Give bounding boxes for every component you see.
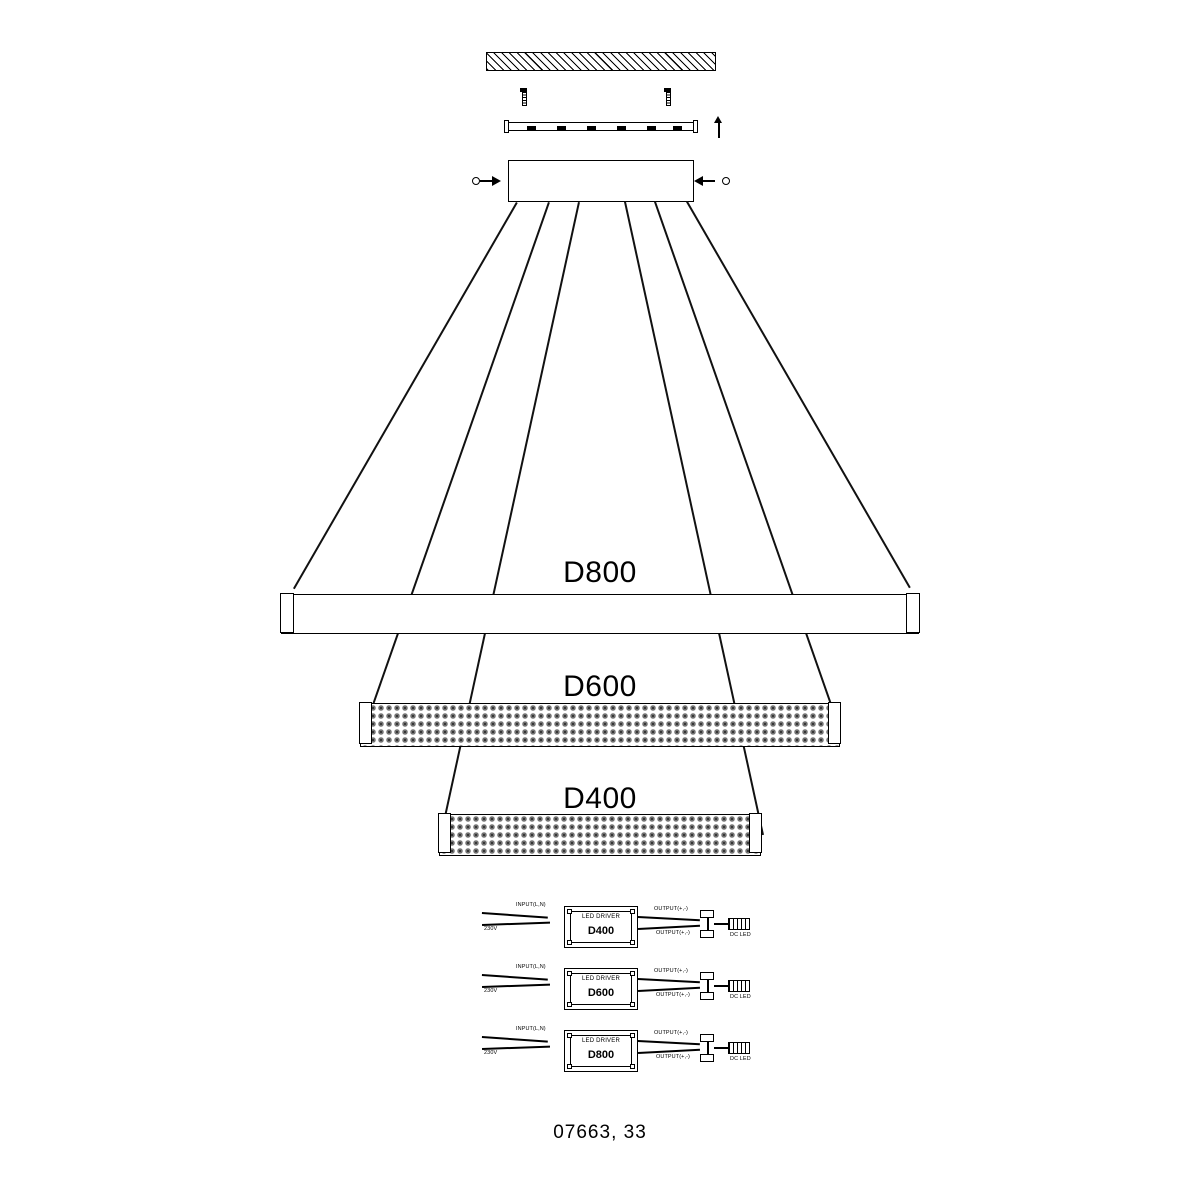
driver-d800-input-wire-label: INPUT(L,N) [516, 1026, 546, 1032]
suspension-wire-d800-left [293, 202, 518, 589]
mounting-screw-right-icon [664, 88, 671, 106]
driver-d600-output-wire-label: OUTPUT(+,-) [654, 968, 688, 974]
driver-d400-connector-lower [700, 930, 714, 938]
driver-d800-model: D800 [587, 1049, 615, 1061]
ring-label-d600: D600 [563, 670, 637, 703]
driver-d600-title: LED DRIVER [581, 976, 620, 982]
ring-d600 [360, 703, 840, 747]
ring-d600-cap-right [828, 702, 841, 744]
ring-label-d400: D400 [563, 782, 637, 815]
driver-d400-output-label: DC LED [730, 932, 751, 938]
driver-d400-output-wire-label: OUTPUT(+,-) [654, 906, 688, 912]
driver-d800-connector-lower [700, 1054, 714, 1062]
driver-assembly-d600 [478, 960, 778, 1022]
driver-d600-terminal-block [728, 980, 750, 992]
driver-d400-terminal-block [728, 918, 750, 930]
driver-d400-input-voltage-label: 230V [484, 926, 498, 932]
driver-assembly-d800 [478, 1022, 778, 1084]
driver-d600-output-label: DC LED [730, 994, 751, 1000]
driver-d400-box [564, 906, 638, 948]
canopy-fastener-left-icon [472, 175, 508, 187]
ring-d800-cap-right [906, 593, 920, 633]
ring-d800-cap-left [280, 593, 294, 633]
driver-d800-output-label: DC LED [730, 1056, 751, 1062]
driver-d600-connector-lower [700, 992, 714, 1000]
driver-d600-connector-upper [700, 972, 714, 980]
mounting-screw-left-icon [520, 88, 527, 106]
driver-d800-box [564, 1030, 638, 1072]
driver-d800-output-wire-label: OUTPUT(+,-) [654, 1030, 688, 1036]
driver-d400-connector-upper [700, 910, 714, 918]
driver-d800-connector-upper [700, 1034, 714, 1042]
canopy-fastener-right-icon [694, 175, 730, 187]
driver-d800-output-note-label: OUTPUT(+,-) [656, 1054, 690, 1060]
driver-assembly-d400 [478, 898, 778, 960]
driver-d400-model: D400 [587, 925, 615, 937]
ring-d800 [281, 594, 919, 634]
driver-d400-output-note-label: OUTPUT(+,-) [656, 930, 690, 936]
driver-d400-title: LED DRIVER [581, 914, 620, 920]
ring-d400-cap-right [749, 813, 762, 853]
ring-label-d800: D800 [563, 556, 637, 589]
driver-d400-input-wire-label: INPUT(L,N) [516, 902, 546, 908]
driver-d800-terminal-block [728, 1042, 750, 1054]
driver-d600-output-note-label: OUTPUT(+,-) [656, 992, 690, 998]
driver-d800-input-voltage-label: 230V [484, 1050, 498, 1056]
ring-d400 [439, 814, 761, 856]
driver-d600-model: D600 [587, 987, 615, 999]
suspension-wire-d800-right [686, 201, 911, 588]
article-code: 07663, 33 [553, 1122, 647, 1143]
driver-d600-input-wire-label: INPUT(L,N) [516, 964, 546, 970]
ceiling-hatch-icon [486, 52, 716, 71]
driver-d600-input-voltage-label: 230V [484, 988, 498, 994]
ring-d400-cap-left [438, 813, 451, 853]
up-arrow-icon [712, 116, 726, 138]
driver-d600-box [564, 968, 638, 1010]
canopy-plate [508, 160, 694, 202]
mounting-bar [508, 122, 694, 131]
ring-d600-cap-left [359, 702, 372, 744]
driver-d800-title: LED DRIVER [581, 1038, 620, 1044]
